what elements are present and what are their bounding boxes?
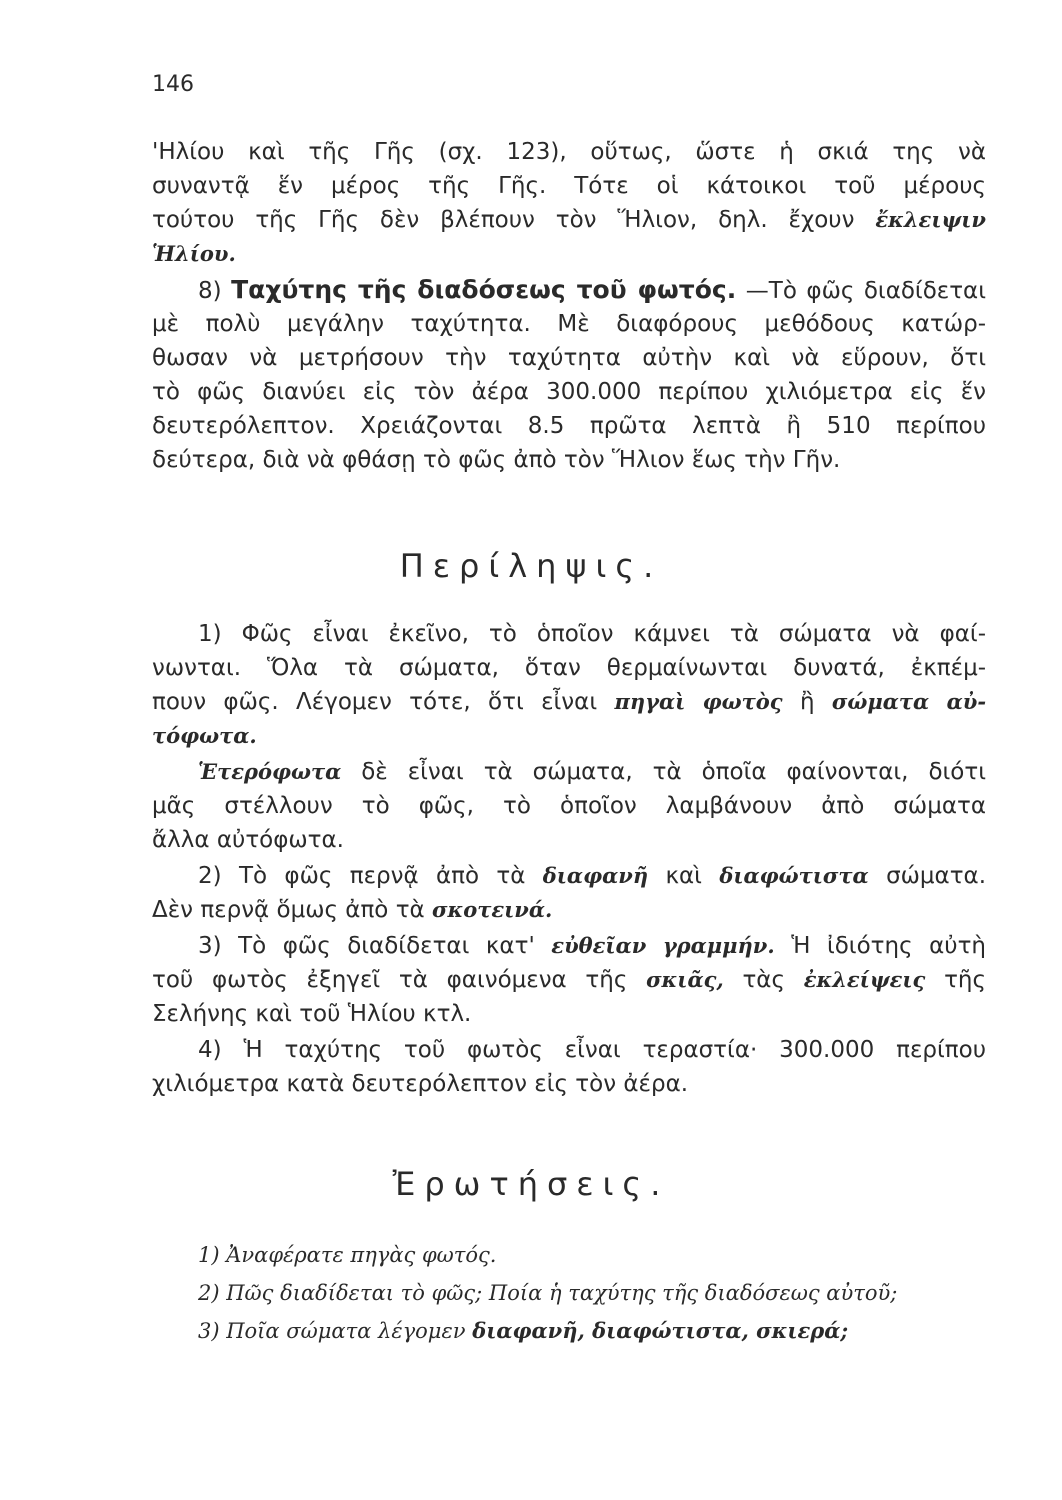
text-line: μὲ πολὺ μεγάλην ταχύτητα. Μὲ διαφόρους μεθόδους κατώρ- [152,311,986,337]
text-span: Δὲν περνᾷ ὅμως ἀπὸ τὰ [152,897,425,923]
text-line [152,204,986,236]
text-span: τούτου τῆς Γῆς δὲν βλέπουν τὸν Ἥλιον, δηλ. ἔχουν [152,207,855,233]
emphasis-translucent: διαφώτιστα [719,863,869,888]
text-span: δὲ εἶναι τὰ σώματα, τὰ ὁποῖα φαίνονται, διότι [361,759,986,785]
question-3 [198,1316,998,1346]
text-line: ἄλλα αὐτόφωτα. [152,827,344,853]
subheading-line [198,274,986,306]
text-line: χιλιόμετρα κατὰ δευτερόλεπτον εἰς τὸν ἀέρα. [152,1071,689,1097]
text-span: καὶ [665,863,702,889]
question-1: 1) Ἀναφέρατε πηγὰς φωτός. [198,1243,497,1267]
text-line: δεύτερα, διὰ νὰ φθάσῃ τὸ φῶς ἀπὸ τὸν Ἥλιον ἕως τὴν Γῆν. [152,447,841,473]
text-line: μᾶς στέλλουν τὸ φῶς, τὸ ὁποῖον λαμβάνουν ἀπὸ σώματα [152,793,986,819]
emphasis-self-luminous: σώματα αὐ- [831,689,986,714]
emphasis-opaque: σκοτεινά. [432,897,553,922]
text-line: 'Ηλίου καὶ τῆς Γῆς (σχ. 123), οὕτως, ὥστε ἡ σκιά της νὰ [152,139,986,165]
text-line [152,894,986,926]
text-line [198,930,986,962]
text-line: 1) Φῶς εἶναι ἐκεῖνο, τὸ ὁποῖον κάμνει τὰ σώματα νὰ φαί- [198,621,986,647]
emphasis-sun: Ἡλίου. [152,241,236,266]
questions-heading: Ἐρωτήσεις. [392,1165,670,1203]
text-line: θωσαν νὰ μετρήσουν τὴν ταχύτητα αὐτὴν καὶ νὰ εὕρουν, ὅτι [152,345,986,371]
page-number: 146 [152,72,194,97]
text-span: —Τὸ φῶς διαδίδεται [745,278,986,304]
text-line [152,720,986,752]
text-span: τοῦ φωτὸς ἐξηγεῖ τὰ φαινόμενα τῆς [152,967,628,993]
text-span: ἢ [799,689,815,715]
text-line [152,238,986,270]
text-line [198,860,986,892]
text-span: σώματα. [886,863,986,889]
text-span: τῆς [944,967,986,993]
text-line: νωνται. Ὅλα τὰ σώματα, ὅταν θερμαίνωνται δυνατά, ἐκπέμ- [152,655,986,681]
emphasis-straight-line: εὐθεῖαν γραμμήν. [551,933,775,958]
text-line: δευτερόλεπτον. Χρειάζονται 8.5 πρῶτα λεπτὰ ἢ 510 περίπου [152,413,986,439]
text-line: τὸ φῶς διανύει εἰς τὸν ἀέρα 300.000 περίπου χιλιόμετρα εἰς ἕν [152,379,986,405]
summary-heading: Περίληψις. [399,547,663,585]
emphasis-shadow: σκιᾶς, [646,967,724,992]
text-span: 2) Τὸ φῶς περνᾷ ἀπὸ τὰ [198,863,526,889]
text-line: συναντᾷ ἕν μέρος τῆς Γῆς. Τότε οἱ κάτοικοι τοῦ μέρους [152,173,986,199]
text-span: 3) Τὸ φῶς διαδίδεται κατ' [198,933,535,959]
emphasis-eclipses: ἐκλείψεις [803,967,926,992]
question-3-emphasis: διαφανῆ, διαφώτιστα, σκιερά; [472,1318,849,1343]
emphasis-non-luminous: Ἑτερόφωτα [198,759,342,784]
text-line: 4) Ἡ ταχύτης τοῦ φωτὸς εἶναι τεραστία· 300.000 περίπου [198,1037,986,1063]
emphasis-transparent: διαφανῆ [542,863,649,888]
text-span: Ἡ ἰδιότης αὐτὴ [791,933,986,959]
emphasis-light-sources: πηγαὶ φωτὸς [614,689,783,714]
text-line [198,756,986,788]
question-3-text: 3) Ποῖα σώματα λέγομεν [198,1319,466,1343]
question-2: 2) Πῶς διαδίδεται τὸ φῶς; Ποία ἡ ταχύτης τῆς διαδόσεως αὐτοῦ; [198,1281,898,1305]
text-line: Σελήνης καὶ τοῦ Ἡλίου κτλ. [152,1001,472,1027]
subheading-speed-of-light: Ταχύτης τῆς διαδόσεως τοῦ φωτός. [231,275,737,304]
emphasis-self-luminous-end: τόφωτα. [152,723,257,748]
emphasis-eclipse: ἔκλειψιν [875,207,986,232]
subheading-number: 8) [198,278,222,304]
text-span: πουν φῶς. Λέγομεν τότε, ὅτι εἶναι [152,689,598,715]
text-line [152,686,986,718]
text-span: τὰς [742,967,785,993]
text-line [152,964,986,996]
